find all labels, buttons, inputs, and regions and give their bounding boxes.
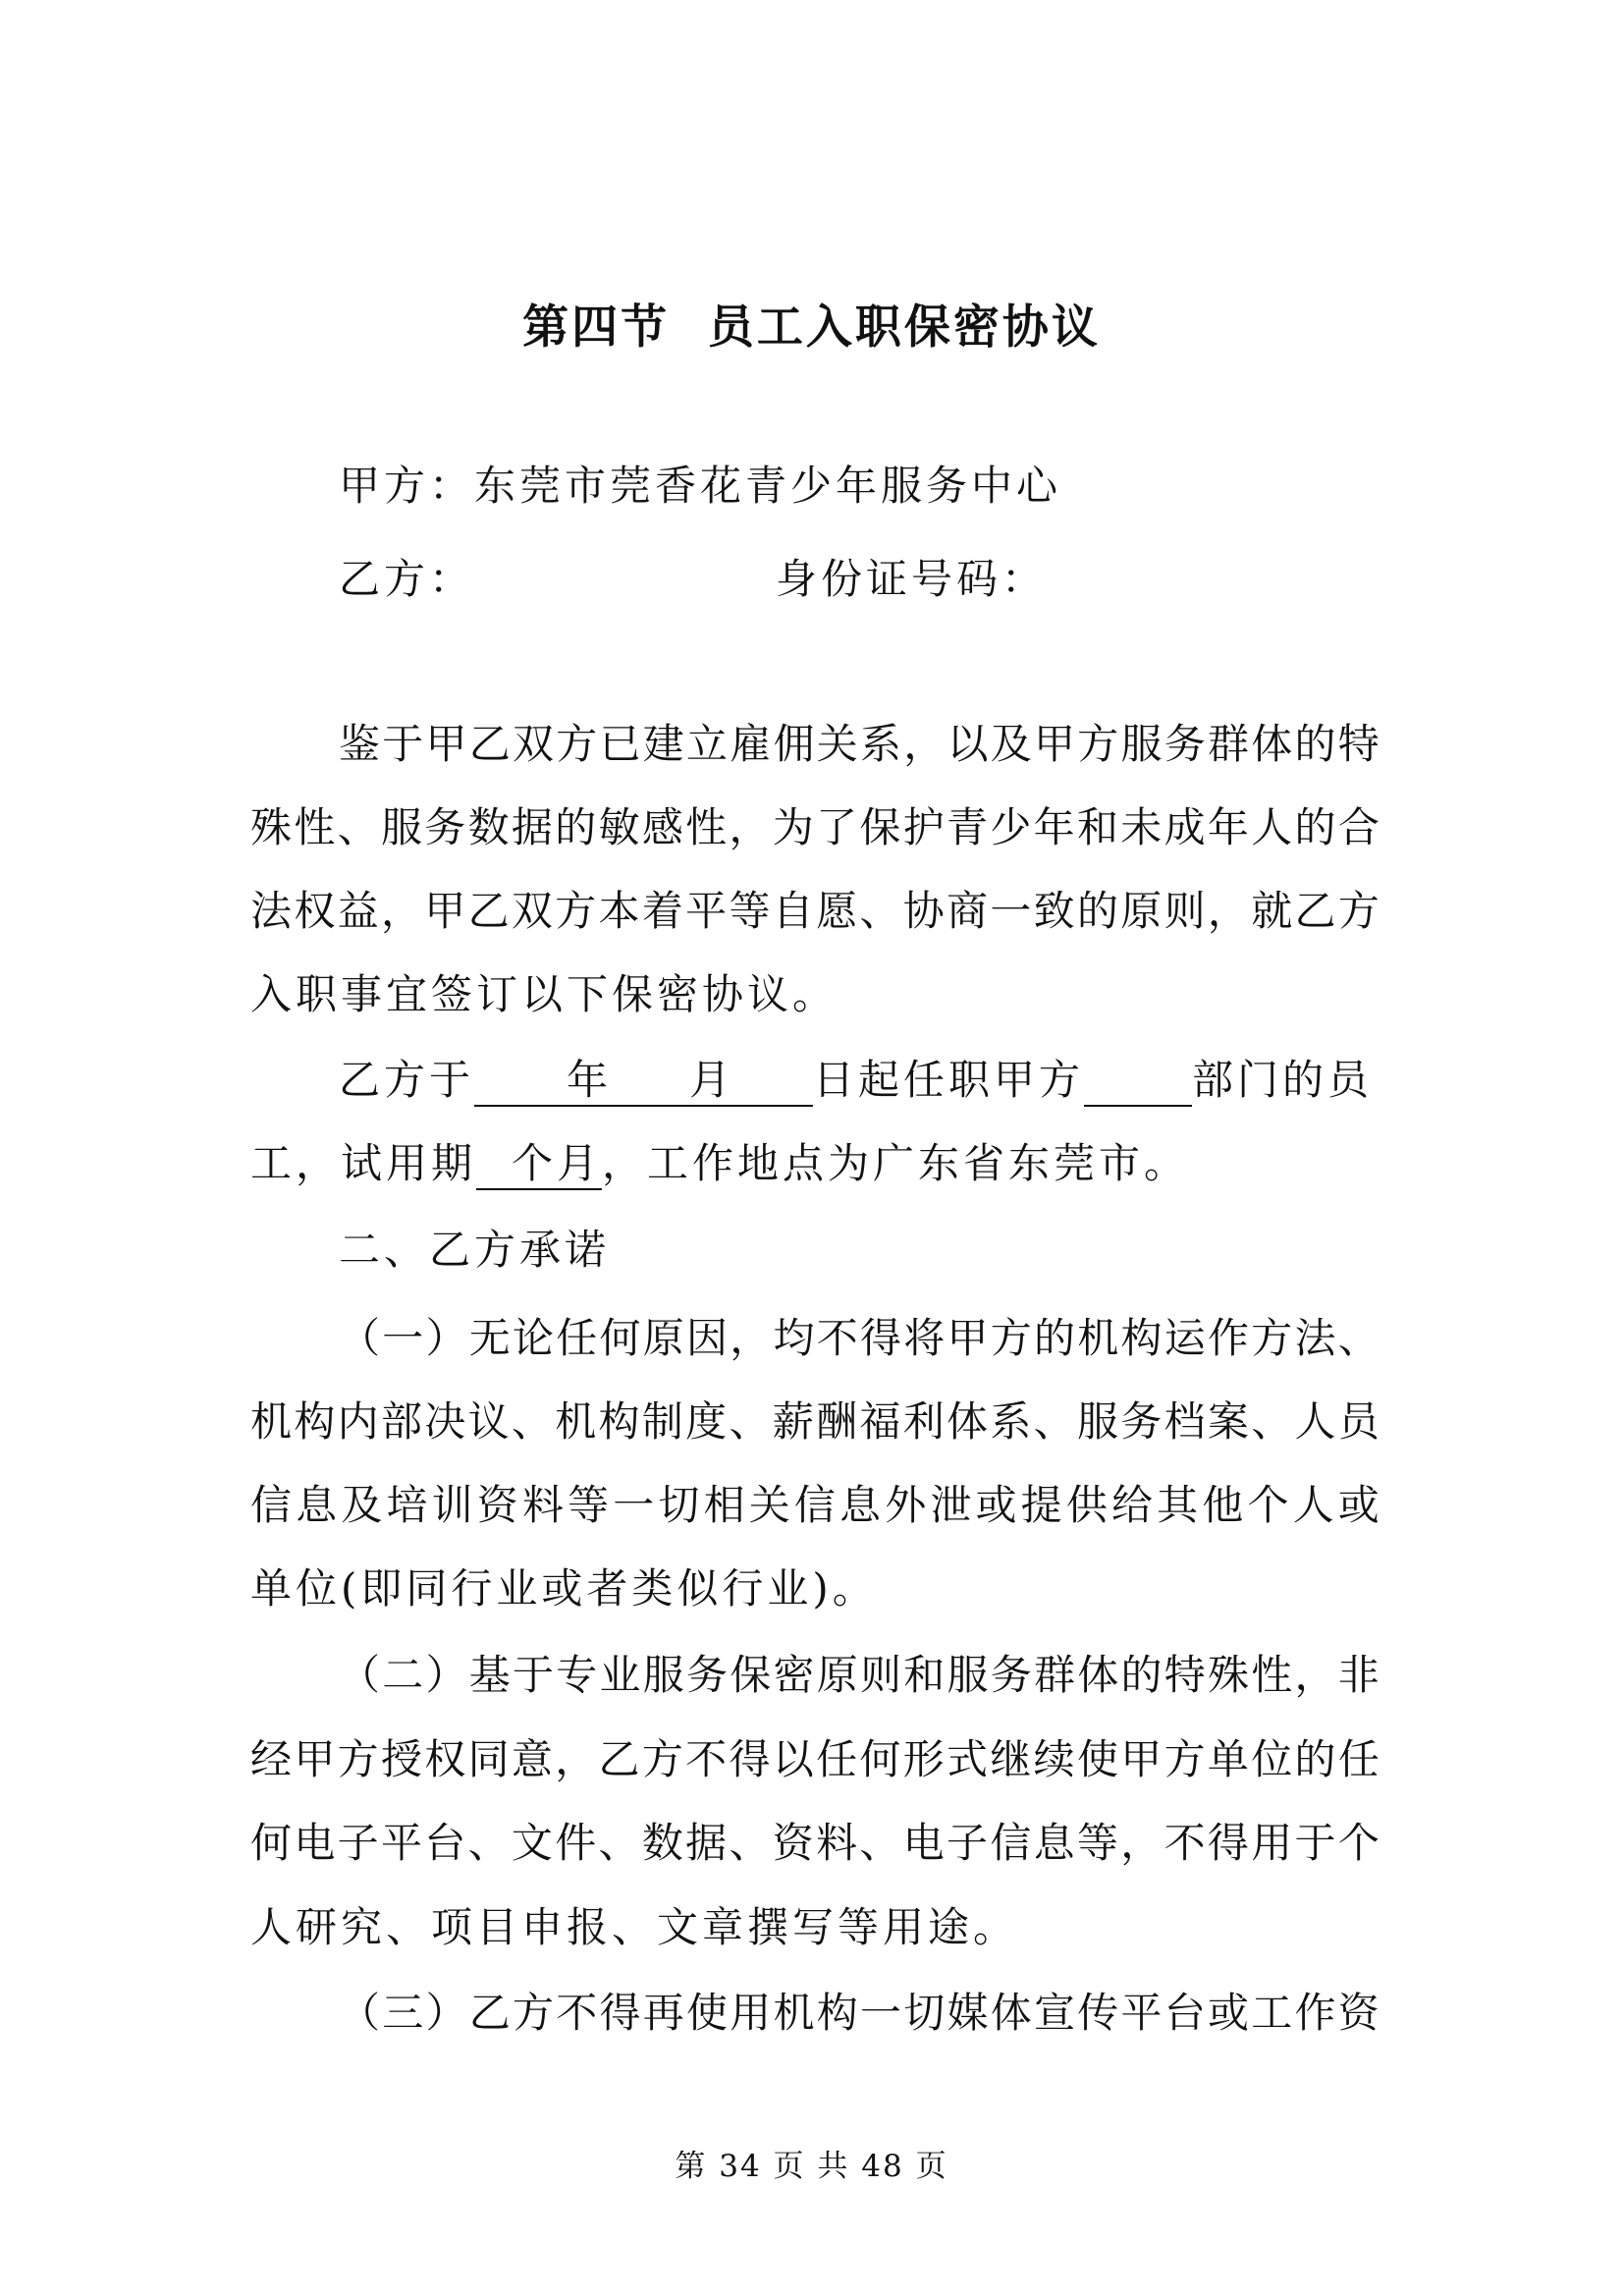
month-blank bbox=[612, 1056, 734, 1107]
employment-line bbox=[339, 1051, 1373, 1110]
clause-line: 单位(即同行业或者类似行业)。 bbox=[250, 1564, 878, 1613]
clause-line: 机 构 内 部 决 议 、 机 构 制 度 、 薪 酬 福 利 体 系 、 服 务 档 案 、 人 员 bbox=[250, 1397, 1380, 1446]
department-suffix: 部门的员 bbox=[1192, 1056, 1374, 1104]
probation-blank bbox=[476, 1139, 602, 1190]
page-footer: 第 34 页 共 48 页 bbox=[675, 2149, 948, 2184]
party-b-label: 乙方： bbox=[339, 555, 475, 603]
year-label: 年 bbox=[567, 1056, 613, 1104]
paragraph-line: 鉴 于 甲 乙 双 方 已 建 立 雇 佣 关 系 ， 以 及 甲 方 服 务 群 体 的 特 bbox=[339, 720, 1380, 768]
paragraph-line: 入职事宜签订以下保密协议。 bbox=[250, 970, 839, 1018]
clause-line: （ 三 ） 乙 方 不 得 再 使 用 机 构 一 切 媒 体 宣 传 平 台 或 工 作 资 bbox=[339, 1989, 1380, 2037]
workplace-text: ，工作地点为广东省东莞市。 bbox=[602, 1139, 1190, 1187]
employment-prefix: 乙方于 bbox=[339, 1056, 475, 1104]
clause-line: 何 电 子 平 台 、 文 件 、 数 据 、 资 料 、 电 子 信 息 等 ， 不 得 用 于 个 bbox=[250, 1819, 1380, 1867]
party-a-line: 甲方：东莞市莞香花青少年服务中心 bbox=[339, 462, 1062, 510]
clause-line: 信 息 及 培 训 资 料 等 一 切 相 关 信 息 外 泄 或 提 供 给 其 他 个 人 或 bbox=[250, 1481, 1380, 1529]
paragraph-line: 法 权 益 ， 甲 乙 双 方 本 着 平 等 自 愿 、 协 商 一 致 的 原 则 ， 就 乙 方 bbox=[250, 887, 1380, 935]
clause-line: 人研究、项目申报、文章撰写等用途。 bbox=[250, 1903, 1019, 1951]
month-label: 月 bbox=[689, 1056, 735, 1104]
day-blank bbox=[734, 1056, 813, 1107]
department-blank bbox=[1084, 1056, 1192, 1107]
probation-label: 个月 bbox=[512, 1139, 603, 1187]
paragraph-line: 殊 性 、 服 务 数 据 的 敏 感 性 ， 为 了 保 护 青 少 年 和 未 成 年 人 的 合 bbox=[250, 803, 1380, 851]
clause-line: （ 二 ） 基 于 专 业 服 务 保 密 原 则 和 服 务 群 体 的 特 殊 性 ， 非 bbox=[339, 1651, 1380, 1699]
clause-line: （ 一 ） 无 论 任 何 原 因 ， 均 不 得 将 甲 方 的 机 构 运 作 方 法 、 bbox=[339, 1314, 1380, 1362]
probation-prefix: 工，试用期 bbox=[250, 1139, 477, 1187]
section-heading: 二、乙方承诺 bbox=[339, 1226, 611, 1274]
day-suffix: 日起任职甲方 bbox=[813, 1056, 1085, 1104]
clause-line: 经 甲 方 授 权 同 意 ， 乙 方 不 得 以 任 何 形 式 继 续 使 甲 方 单 位 的 任 bbox=[250, 1735, 1380, 1783]
employment-line-2 bbox=[250, 1134, 1189, 1193]
page-title: 第四节 员工入职保密协议 bbox=[522, 301, 1101, 355]
id-number-label: 身份证号码： bbox=[776, 555, 1048, 603]
year-blank bbox=[474, 1056, 612, 1107]
